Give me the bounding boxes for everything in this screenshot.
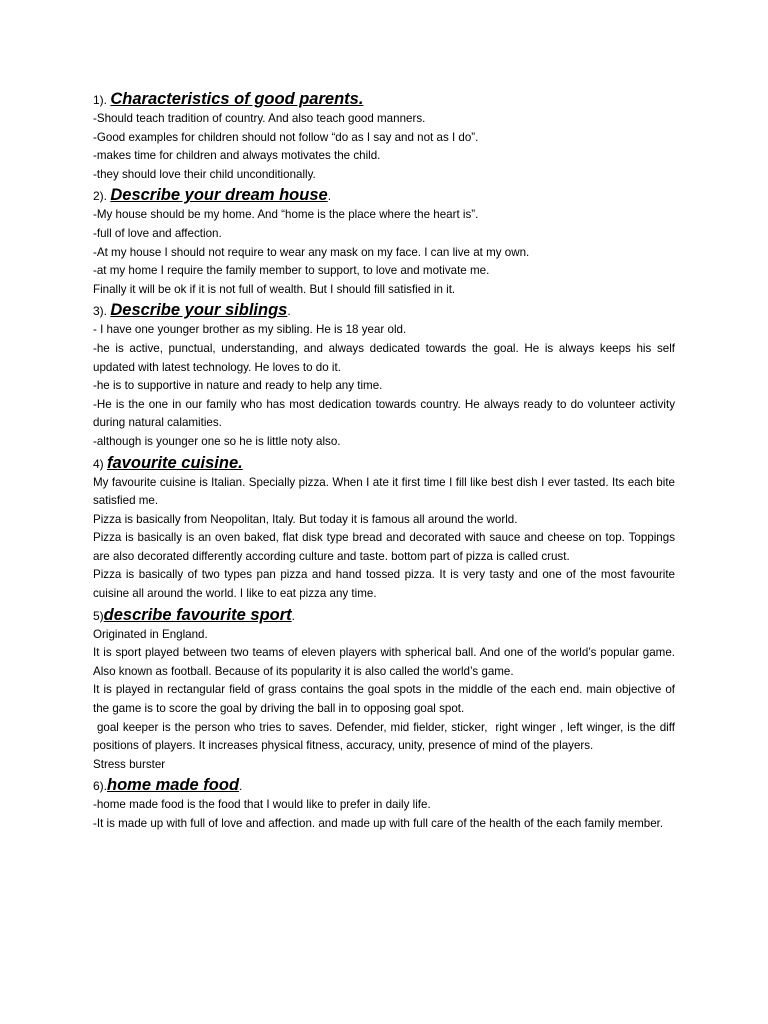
section-number: 2). [93,189,108,204]
section-heading [93,606,675,625]
section-heading [93,186,675,205]
paragraph-line: Stress burster [93,757,166,771]
section-title-suffix: . [239,779,243,794]
paragraph-line: -It is made up with full of love and affection. and made up with full care of the health of the each family member. [93,817,664,830]
section-good-parents [93,90,675,184]
section-number: 3). [93,304,108,319]
section-number: 5) [93,608,104,623]
paragraph-line: -My house should be my home. And “home is the place where the heart is”. [93,208,479,222]
paragraph-line: goal keeper is the person who tries to saves. Defender, mid fielder, sticker, right winger , left winger, is the diff positions of players. It increases physical fitness, accuracy, unity, presence of mind of the players. [93,720,679,753]
paragraph-line: -at my home I require the family member to support, to love and motivate me. [93,264,490,278]
section-title: describe favourite sport [103,605,292,624]
section-title: favourite cuisine. [107,453,243,472]
paragraph-line: -Good examples for children should not follow “do as I say and not as I do”. [93,130,479,144]
section-dream-house [93,186,675,299]
section-number: 4) [93,456,104,471]
paragraph-line: Pizza is basically of two types pan pizza and hand tossed pizza. It is very tasty and one of the most favourite cuisine all around the world. I like to eat pizza any time. [93,568,675,601]
section-heading [93,454,675,473]
section-number: 1). [93,93,108,107]
section-title: Describe your dream house [110,186,328,205]
section-home-made-food [93,776,675,833]
paragraph-line: -he is active, punctual, understanding, and always dedicated towards the goal. He is always keeps his self updated with latest technology. He loves to do it. [93,341,675,374]
paragraph-line: Pizza is basically from Neopolitan, Italy. But today it is famous all around the world. [93,512,518,526]
paragraph-line: -He is the one in our family who has most dedication towards country. He always ready to do volunteer activity during natural calamities. [93,397,675,430]
paragraph-line: -home made food is the food that I would like to prefer in daily life. [93,798,431,812]
paragraph-line: -they should love their child unconditionally. [93,167,316,181]
section-title: home made food [107,776,240,795]
document-body [93,88,679,834]
section-heading [93,90,675,109]
paragraph-line: Finally it will be ok if it is not full of wealth. But I should fill satisfied in it. [93,282,456,296]
paragraph-line: My favourite cuisine is Italian. Specially pizza. When I ate it first time I fill like best dish I ever tasted. Its each bite satisfied me. [93,475,675,508]
paragraph-line: -Should teach tradition of country. And also teach good manners. [93,112,426,125]
section-siblings [93,301,675,451]
paragraph-line: -although is younger one so he is little noty also. [93,434,341,448]
paragraph-line: It is played in rectangular field of grass contains the goal spots in the middle of the each end. main objective of the game is to score the goal by driving the ball in to opposing goal spot. [93,683,675,716]
section-title: Describe your siblings [110,301,288,320]
section-title-suffix: . [327,189,332,204]
paragraph-line: It is sport played between two teams of eleven players with spherical ball. And one of the world’s popular game. Also known as football. Because of its popularity it is also called the world’s game. [93,646,675,678]
paragraph-line: -he is to supportive in nature and ready to help any time. [93,379,383,393]
paragraph-line: -full of love and affection. [93,226,222,240]
section-title-suffix: . [287,304,291,319]
section-heading [93,776,675,795]
paragraph-line: - I have one younger brother as my sibling. He is 18 year old. [93,323,407,337]
section-favourite-cuisine [93,454,675,604]
section-title: Characteristics of good parents. [110,90,364,108]
paragraph-line: -makes time for children and always motivates the child. [93,149,381,163]
section-favourite-sport [93,605,679,775]
section-heading [93,301,675,320]
section-title-suffix: . [291,608,295,623]
paragraph-line: -At my house I should not require to wear any mask on my face. I can live at my own. [93,245,530,259]
section-number: 6). [93,779,108,794]
paragraph-line: Pizza is basically is an oven baked, flat disk type bread and decorated with sauce and cheese on top. Toppings are also decorated differently according culture and taste. bottom part of pizza is called crust. [93,531,675,563]
paragraph-line: Originated in England. [93,627,208,641]
